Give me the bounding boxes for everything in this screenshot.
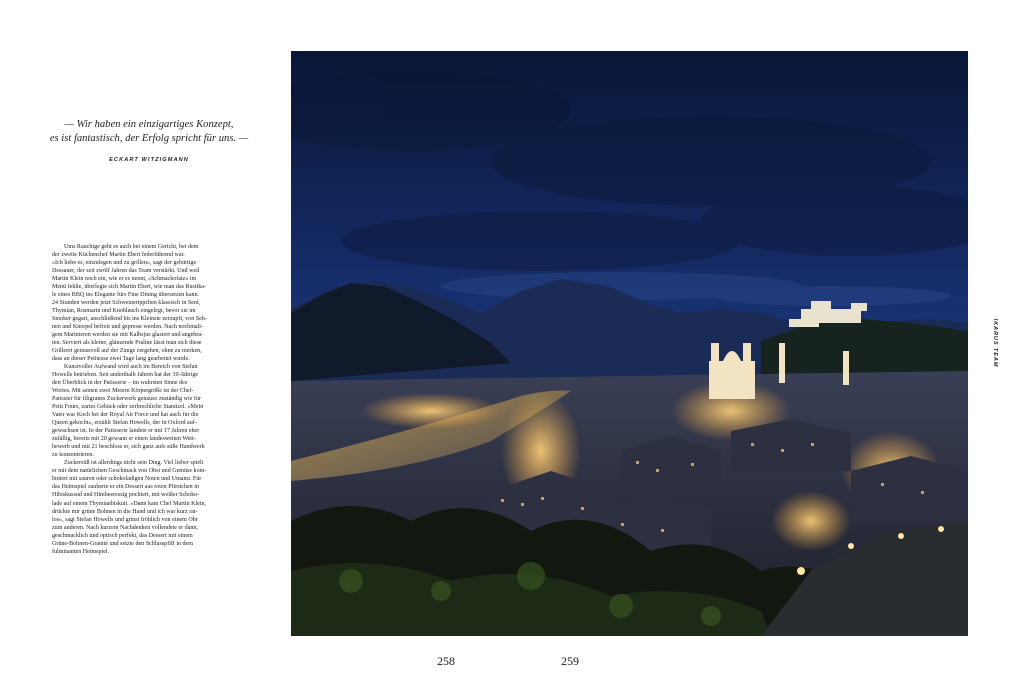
article-line: Grillerei genussvoll auf der Zunge zergehen, ohne zu merken,	[52, 348, 202, 355]
article-line: ten. Serviert als kleine, glänzende Praline lässt man sich diese	[52, 340, 202, 347]
article-line: nen und Knorpel befreit und gepresst werden. Nach nochmali-	[52, 324, 203, 331]
article-line: den Überblick in der Patisserie – im wahrsten Sinne des	[52, 380, 188, 387]
article-paragraph	[52, 459, 248, 555]
article-body	[52, 243, 248, 556]
article-line: zu konzentrieren.	[52, 452, 94, 459]
article-line: bewerb und mit 21 beschloss er, sich ganz aufs süße Handwerk	[52, 444, 205, 451]
article-line: 24 Stunden werden jetzt Schweinerippchen klassisch in Senf,	[52, 300, 201, 307]
article-paragraph	[52, 363, 248, 459]
article-line: Grüne-Bohnen-Granité und setzte den Schlusspfiff in dem	[52, 540, 193, 547]
article-line: Menü fehlte, überlegte sich Martin Ebert, wie man das Rustika-	[52, 284, 206, 291]
article-line: Zuckersüß ist allerdings nicht sein Ding. Viel lieber spielt	[64, 460, 204, 467]
article-paragraph	[52, 243, 248, 363]
article-line: zum anderen. Nach kurzem Nachdenken vollendete er dann,	[52, 524, 198, 531]
article-line: das Heimspiel zauberte er ein Dessert aus roten Pfirsichen in	[52, 484, 199, 491]
quote-attribution: ECKART WITZIGMANN	[109, 157, 189, 163]
article-line: fulminanten Heimspiel.	[52, 548, 110, 555]
pull-quote	[44, 118, 254, 146]
article-line: Martin Klein noch ein, wie er es nennt, »Schmackofatz« im	[52, 276, 197, 283]
pull-quote-line: — Wir haben ein einzigartiges Konzept,	[64, 119, 234, 130]
article-line: los«, sagt Stefan Howells und grinst fröhlich von einem Ohr	[52, 516, 198, 523]
article-line: dass an dieser Petitesse zwei Tage lang gearbeitet wurde.	[52, 356, 190, 363]
page-number-left: 258	[437, 654, 455, 668]
article-line: Ums Rauchige geht es auch bei einem Gericht, bei dem	[64, 244, 199, 250]
article-line: Smoker gegart, anschließend bis ins Kleinste zerzupft, von Seh-	[52, 316, 207, 323]
photo-credit	[990, 318, 1000, 370]
article-line: er mit dem natürlichen Geschmack von Obst und Gemüse kom-	[52, 468, 207, 475]
article-line: gewachsen ist. In der Patisserie landete er mit 17 Jahren eher	[52, 428, 200, 435]
page-number-right: 259	[561, 654, 579, 668]
article-line: zufällig, bereits mit 20 gewann er einen landesweiten Wett-	[52, 436, 196, 443]
article-line: Wortes. Mit seinen zwei Metern Körpergröße ist der Chef-	[52, 388, 194, 395]
photo-illustration	[291, 51, 968, 636]
article-line: Vater war Koch bei der Royal Air Force und hat auch für die	[52, 412, 199, 419]
article-line: lade auf einem Thymianbiskuit. »Dann kam Chef Martin Klein,	[52, 500, 207, 507]
article-line: drückte mir grüne Bohnen in die Hand und ich war kurz rat-	[52, 508, 198, 515]
article-line: Thymian, Rosmarin und Knoblauch eingelegt, bevor sie im	[52, 308, 196, 315]
article-line: Hibiskussud und Himbeeressig pochiert, mit weißer Schoko-	[52, 492, 200, 499]
city-night-photo	[291, 51, 968, 636]
article-line: biniert mit sauren oder schokoladigen Noten und Umami. Für	[52, 476, 202, 483]
article-line: »Ich liebe es, einzulegen und zu grillen«, sagt der gebürtige	[52, 260, 197, 267]
article-line: Howells betrieben. Seit anderthalb Jahren hat der 30-Jährige	[52, 372, 199, 379]
article-line: gem Marinieren werden sie mit Kalbsjus glasiert und angebra-	[52, 332, 204, 339]
article-line: Dessauer, der seit zwölf Jahren das Team verstärkt. Und weil	[52, 268, 200, 275]
article-line: Petit Fours, zartes Gebäck oder zerbrechliche Stanitzel. »Mein	[52, 404, 204, 411]
article-line: le eines BBQ ins Elegante fürs Fine Dining übersetzen kann.	[52, 292, 200, 299]
article-line: Queen gekocht«, erzählt Stefan Howells, der in Oxford auf-	[52, 420, 197, 427]
pull-quote-line: es ist fantastisch, der Erfolg spricht für uns. —	[49, 133, 249, 144]
article-line: der zweite Küchenchef Martin Ebert federführend war.	[52, 252, 185, 259]
article-line: Patissier für filigranes Zuckerwerk genauso zuständig wie für	[52, 396, 201, 403]
article-line: Kunstvoller Aufwand wird auch im Bereich von Stefan	[64, 364, 198, 371]
article-line: geschmacklich und optisch perfekt, das Dessert mit einem	[52, 532, 193, 539]
photo-credit-text: IKARUS TEAM	[992, 318, 998, 368]
